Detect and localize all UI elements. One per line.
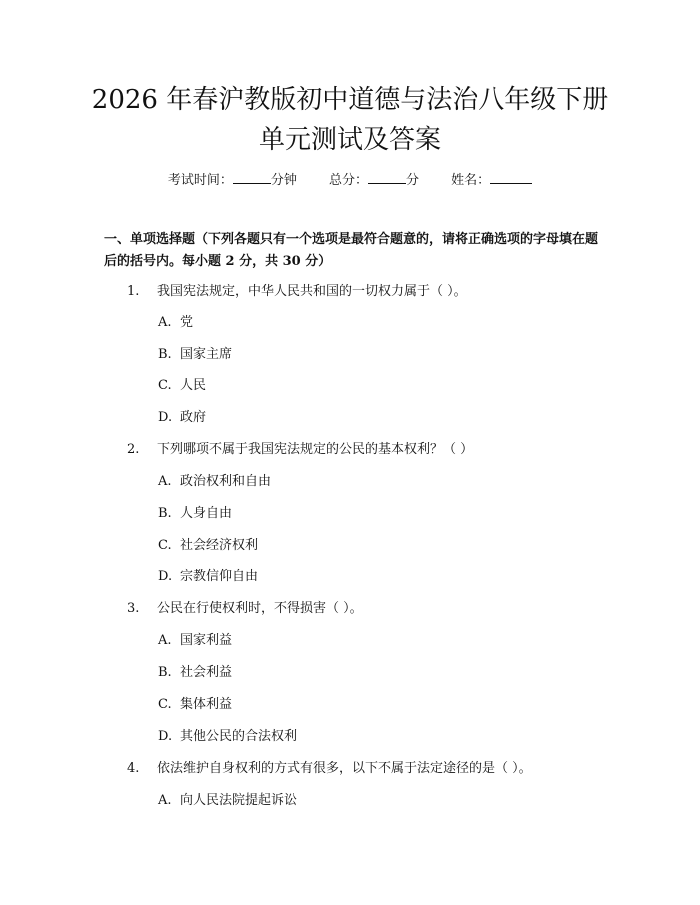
exam-time-label: 考试时间： [167, 173, 233, 188]
option-text: 宗教信仰自由 [180, 569, 259, 584]
option-letter: C. [158, 697, 172, 712]
question-4 [127, 760, 597, 778]
option-text: 党 [180, 315, 194, 330]
option-letter: C. [158, 378, 172, 393]
question-text: 依法维护自身权利的方式有很多，以下不属于法定途径的是（ ）。 [157, 761, 532, 776]
question-text: 下列哪项不属于我国宪法规定的公民的基本权利？（ ） [157, 442, 474, 457]
option-letter: A. [158, 474, 172, 489]
student-name-label: 姓名： [451, 173, 491, 188]
option-text: 政治权利和自由 [180, 474, 272, 489]
question-1-option-c [158, 377, 206, 395]
total-score-field [329, 170, 419, 190]
exam-title-line1: 2026 年春沪教版初中道德与法治八年级下册 [91, 85, 609, 115]
option-text: 政府 [180, 410, 207, 425]
total-score-unit: 分 [406, 173, 420, 188]
question-number: 3. [127, 601, 140, 616]
option-text: 国家利益 [180, 633, 233, 648]
option-text: 人民 [180, 378, 207, 393]
option-letter: A. [158, 633, 172, 648]
total-score-blank [368, 170, 406, 184]
question-2-option-d [158, 568, 258, 586]
question-2-option-a [158, 473, 271, 491]
option-letter: A. [158, 793, 172, 808]
option-letter: B. [158, 665, 172, 680]
question-3-option-b [158, 664, 232, 682]
exam-time-blank [233, 170, 271, 184]
question-2-option-c [158, 537, 258, 555]
total-score-label: 总分： [328, 173, 368, 188]
option-letter: C. [158, 538, 172, 553]
option-text: 人身自由 [180, 506, 233, 521]
option-letter: D. [158, 410, 173, 425]
question-number: 2. [127, 442, 140, 457]
option-letter: D. [158, 569, 173, 584]
question-number: 4. [127, 761, 140, 776]
option-text: 其他公民的合法权利 [180, 729, 298, 744]
question-3-option-a [158, 632, 232, 650]
question-3-option-d [158, 728, 297, 746]
question-1-option-d [158, 409, 206, 427]
option-letter: B. [158, 347, 172, 362]
exam-time-field [168, 170, 297, 190]
option-text: 向人民法院提起诉讼 [180, 793, 298, 808]
option-text: 国家主席 [180, 347, 233, 362]
question-number: 1. [127, 284, 140, 299]
question-2 [127, 441, 597, 459]
student-name-blank [490, 170, 532, 184]
question-1-option-b [158, 346, 232, 364]
option-text: 社会经济权利 [180, 538, 259, 553]
question-1-option-a [158, 314, 193, 332]
exam-title-line2: 单元测试及答案 [258, 125, 441, 155]
exam-meta-row [0, 170, 700, 190]
option-letter: B. [158, 506, 172, 521]
question-text: 公民在行使权利时，不得损害（ ）。 [157, 601, 363, 616]
question-3-option-c [158, 696, 232, 714]
student-name-field [451, 170, 532, 190]
section-heading: 一、单项选择题（下列各题只有一个选项是最符合题意的，请将正确选项的字母填在题后的括号内。每小题 2 分，共 30 分） [104, 232, 599, 269]
question-1 [127, 283, 597, 301]
option-text: 集体利益 [180, 697, 233, 712]
option-letter: D. [158, 729, 173, 744]
exam-time-unit: 分钟 [270, 173, 297, 188]
question-3 [127, 600, 597, 618]
option-text: 社会利益 [180, 665, 233, 680]
option-letter: A. [158, 315, 172, 330]
question-text: 我国宪法规定，中华人民共和国的一切权力属于（ ）。 [157, 284, 467, 299]
question-4-option-a [158, 792, 297, 810]
question-2-option-b [158, 505, 232, 523]
